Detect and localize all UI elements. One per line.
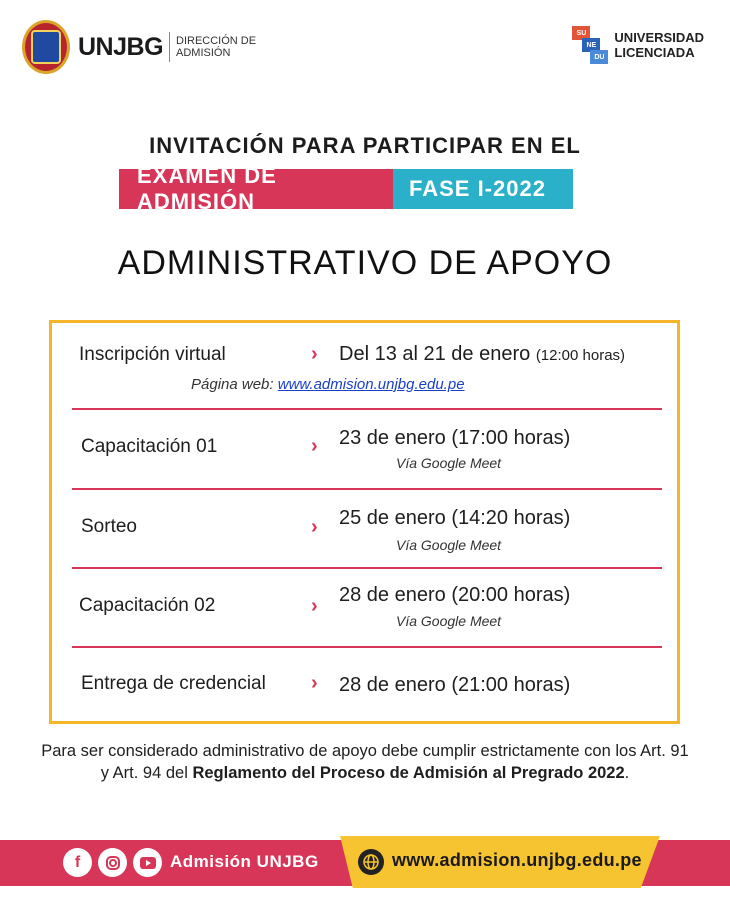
schedule-label: Entrega de credencial	[81, 673, 266, 694]
chevron-right-icon: ›	[311, 516, 318, 538]
schedule-mode: Vía Google Meet	[396, 613, 502, 629]
licensed-badge	[572, 26, 704, 64]
exam-banner-label: EXAMEN DE ADMISIÓN	[119, 169, 393, 209]
unjbg-logo	[22, 18, 272, 76]
schedule-mode: Vía Google Meet	[396, 537, 502, 553]
requirements-note: Para ser considerado administrativo de apoyo debe cumplir estrictamente con los Art. 91 y Art. 94 del Reglamento del Proceso de Admisión al Pregrado 2022.	[41, 742, 689, 782]
department-name: DIRECCIÓN DE ADMISIÓN	[176, 35, 257, 59]
row-divider	[72, 567, 662, 569]
sunedu-icon: SU NE DU	[572, 26, 608, 64]
schedule-value: 25 de enero (14:20 horas)	[339, 507, 571, 529]
invitation-heading: INVITACIÓN PARA PARTICIPAR EN EL	[149, 133, 581, 158]
schedule-label: Capacitación 02	[79, 595, 216, 616]
website-link[interactable]: www.admision.unjbg.edu.pe	[277, 376, 465, 393]
exam-phase-label: FASE I-2022	[393, 169, 573, 209]
row-divider	[72, 646, 662, 648]
row-divider	[72, 488, 662, 490]
schedule-box	[49, 320, 680, 724]
chevron-right-icon: ›	[311, 343, 318, 365]
facebook-icon[interactable]: f	[63, 848, 92, 877]
instagram-icon[interactable]	[98, 848, 127, 877]
social-handle: Admisión UNJBG	[170, 852, 319, 871]
schedule-label: Sorteo	[81, 516, 137, 537]
schedule-label: Capacitación 01	[81, 436, 218, 457]
youtube-icon[interactable]	[133, 848, 162, 877]
chevron-right-icon: ›	[311, 595, 318, 617]
website-line: Página web: www.admision.unjbg.edu.pe	[191, 376, 465, 393]
schedule-mode: Vía Google Meet	[396, 455, 502, 471]
schedule-label: Inscripción virtual	[79, 344, 226, 365]
exam-banner	[119, 163, 573, 214]
globe-icon	[358, 849, 384, 875]
row-divider	[72, 408, 662, 410]
website-url[interactable]: www.admision.unjbg.edu.pe	[392, 850, 642, 870]
university-seal-icon	[22, 20, 70, 74]
role-title: ADMINISTRATIVO DE APOYO	[117, 244, 613, 282]
logo-divider	[169, 32, 170, 62]
regulation-name: Reglamento del Proceso de Admisión al Pregrado 2022	[192, 764, 625, 782]
schedule-value: 23 de enero (17:00 horas)	[339, 427, 571, 449]
chevron-right-icon: ›	[311, 672, 318, 694]
chevron-right-icon: ›	[311, 435, 318, 457]
schedule-value: 28 de enero (20:00 horas)	[339, 584, 571, 606]
brand-name: UNJBG	[78, 32, 164, 61]
licensed-text: UNIVERSIDAD LICENCIADA	[614, 30, 704, 60]
schedule-value: Del 13 al 21 de enero (12:00 horas)	[339, 343, 626, 365]
schedule-value: 28 de enero (21:00 horas)	[339, 674, 571, 696]
